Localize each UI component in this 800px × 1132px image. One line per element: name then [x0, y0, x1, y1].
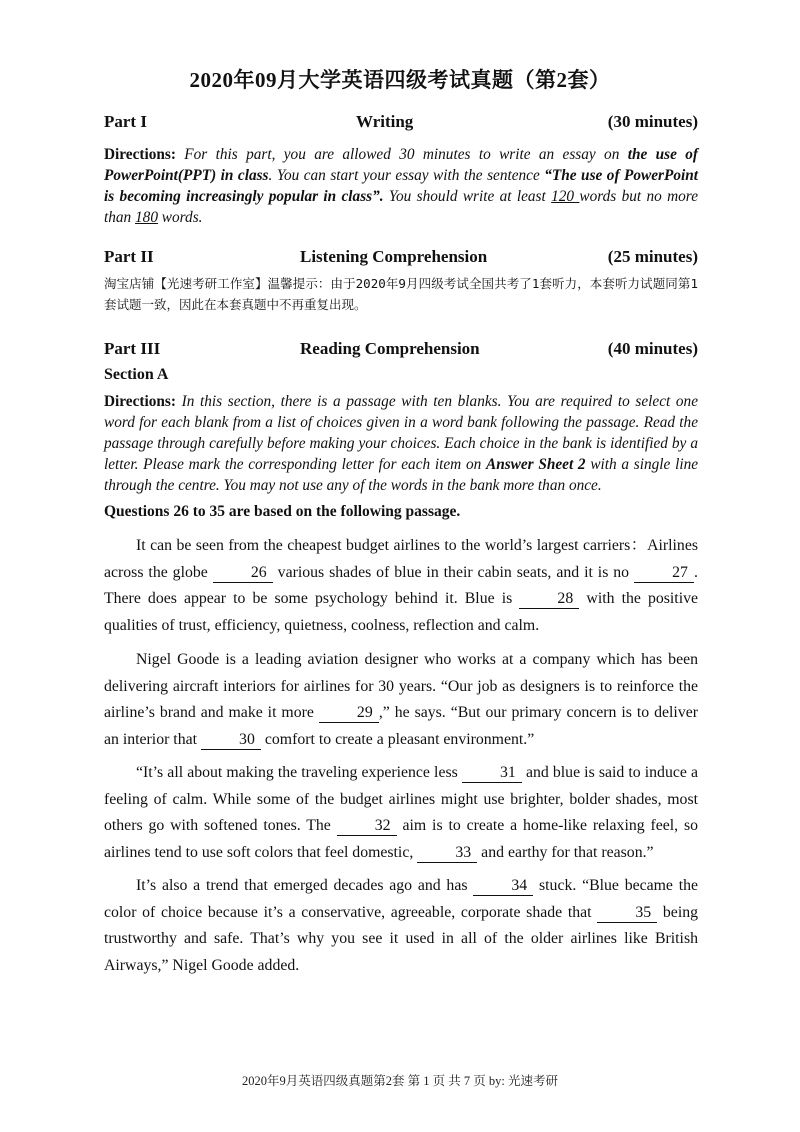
- passage-paragraph-2: [104, 647, 698, 753]
- part-3-label: Part III: [104, 339, 161, 358]
- passage: [104, 760, 698, 866]
- section-a-heading: Section A: [104, 366, 169, 383]
- directions-label: Directions:: [104, 393, 176, 410]
- max-words: 180: [135, 209, 158, 226]
- page-footer: 2020年9月英语四级真题第2套 第 1 页 共 7 页 by: 光速考研: [242, 1074, 558, 1088]
- answer-sheet-ref: Answer Sheet 2: [486, 456, 586, 473]
- passage-text: with the positive qualities of trust, efficiency, quietness, coolness, reflection and calm.: [104, 590, 698, 634]
- passage-text: and earthy for that reason.”: [477, 843, 654, 861]
- part-1-label: Part I: [104, 112, 147, 131]
- blank-27: 27: [634, 564, 694, 583]
- listening-notice: 淘宝店铺【光速考研工作室】温馨提示：由于2020年9月四级考试全国共考了1套听力，本套听力试题同第1套试题一致，因此在本套真题中不再重复出现。: [104, 276, 698, 312]
- dir-text: words.: [157, 209, 203, 226]
- passage-text: It’s also a trend that emerged decades ago and has: [136, 877, 474, 894]
- passage-paragraph-1: [104, 533, 698, 639]
- passage-text: aim is to create a home-like relaxing feel, so airlines tend to use soft colors that feel domestic,: [104, 817, 699, 861]
- blank-29: 29: [319, 704, 379, 723]
- passage-text: . There does appear to be some psychology behind it. Blue is: [104, 563, 698, 607]
- part-2-label: Part II: [104, 247, 154, 266]
- passage-text: It can be seen from the cheapest budget airlines to the world’s largest carriers：Airlines across the globe: [104, 537, 698, 581]
- blank-34: 34: [473, 877, 533, 896]
- blank-26: 26: [213, 564, 273, 583]
- part-2-time: (25 minutes): [607, 247, 698, 266]
- blank-30: 30: [201, 731, 261, 750]
- passage-text: “It’s all about making the traveling experience less: [136, 764, 462, 781]
- dir-text: You should write at least: [383, 188, 552, 205]
- min-words: 120: [551, 188, 580, 205]
- part-2-name: Listening Comprehension: [300, 247, 488, 266]
- passage-text: comfort to create a pleasant environment.”: [260, 730, 535, 748]
- part-2-header: [104, 247, 698, 271]
- part-3-directions: [104, 391, 698, 496]
- passage: [104, 533, 698, 639]
- passage-text: ,” he says. “But our primary concern is to deliver an interior that: [104, 704, 698, 748]
- passage-text: Nigel Goode is a leading aviation designer who works at a company which has been delivering aircraft interiors for airlines for 30 years. “Our job as designers is to reinforce the airline’s brand and make it more: [104, 651, 698, 721]
- part-1-time: (30 minutes): [607, 112, 698, 131]
- part-3-name: Reading Comprehension: [300, 339, 480, 358]
- part-3-time: (40 minutes): [607, 339, 698, 358]
- passage: [104, 873, 698, 979]
- essay-topic: the use of PowerPoint(PPT) in class: [104, 146, 698, 184]
- passage-text: being trustworthy and safe. That’s why you see it used in all of the older airlines like British Airways,” Nigel Goode added.: [104, 903, 698, 974]
- passage-text: stuck. “Blue became the color of choice because it’s a conservative, agreeable, corporate shade that: [104, 877, 698, 921]
- blank-32: 32: [337, 817, 397, 836]
- directions-label: Directions:: [104, 146, 176, 163]
- part-3-header: [104, 339, 698, 363]
- dir-text: . You can start your essay with the sentence: [268, 167, 545, 184]
- questions-line: Questions 26 to 35 are based on the following passage.: [104, 503, 461, 520]
- blank-35: 35: [597, 904, 657, 923]
- start-sentence: “The use of PowerPoint is becoming increasingly popular in class”.: [104, 167, 698, 205]
- passage-text: and blue is said to induce a feeling of calm. While some of the budget airlines might use brighter, bolder shades, most others go with softened tones. The: [104, 764, 698, 834]
- dir-text: In this section, there is a passage with ten blanks. You are required to select one word for each blank from a list of choices given in a word bank following the passage. Read the passage through carefully before making your choices. Each choice in the bank is identified by a letter. Please mark the corresponding letter for each item on: [104, 393, 698, 473]
- part-1-header: [104, 112, 698, 136]
- passage: [104, 647, 698, 753]
- dir-text: For this part, you are allowed 30 minutes to write an essay on: [175, 146, 628, 163]
- passage-paragraph-4: [104, 873, 698, 979]
- blank-28: 28: [519, 590, 579, 609]
- dir-text: words but no more than: [104, 188, 698, 226]
- dir-text: with a single line through the centre. You may not use any of the words in the bank more than once.: [104, 456, 699, 494]
- part-1-name: Writing: [356, 112, 414, 131]
- blank-33: 33: [417, 844, 477, 863]
- part-1-directions: [104, 144, 698, 228]
- passage-text: various shades of blue in their cabin seats, and it is no: [272, 563, 635, 581]
- passage-paragraph-3: [104, 760, 698, 866]
- blank-31: 31: [462, 764, 522, 783]
- page-title: 2020年09月大学英语四级考试真题（第2套）: [189, 68, 611, 92]
